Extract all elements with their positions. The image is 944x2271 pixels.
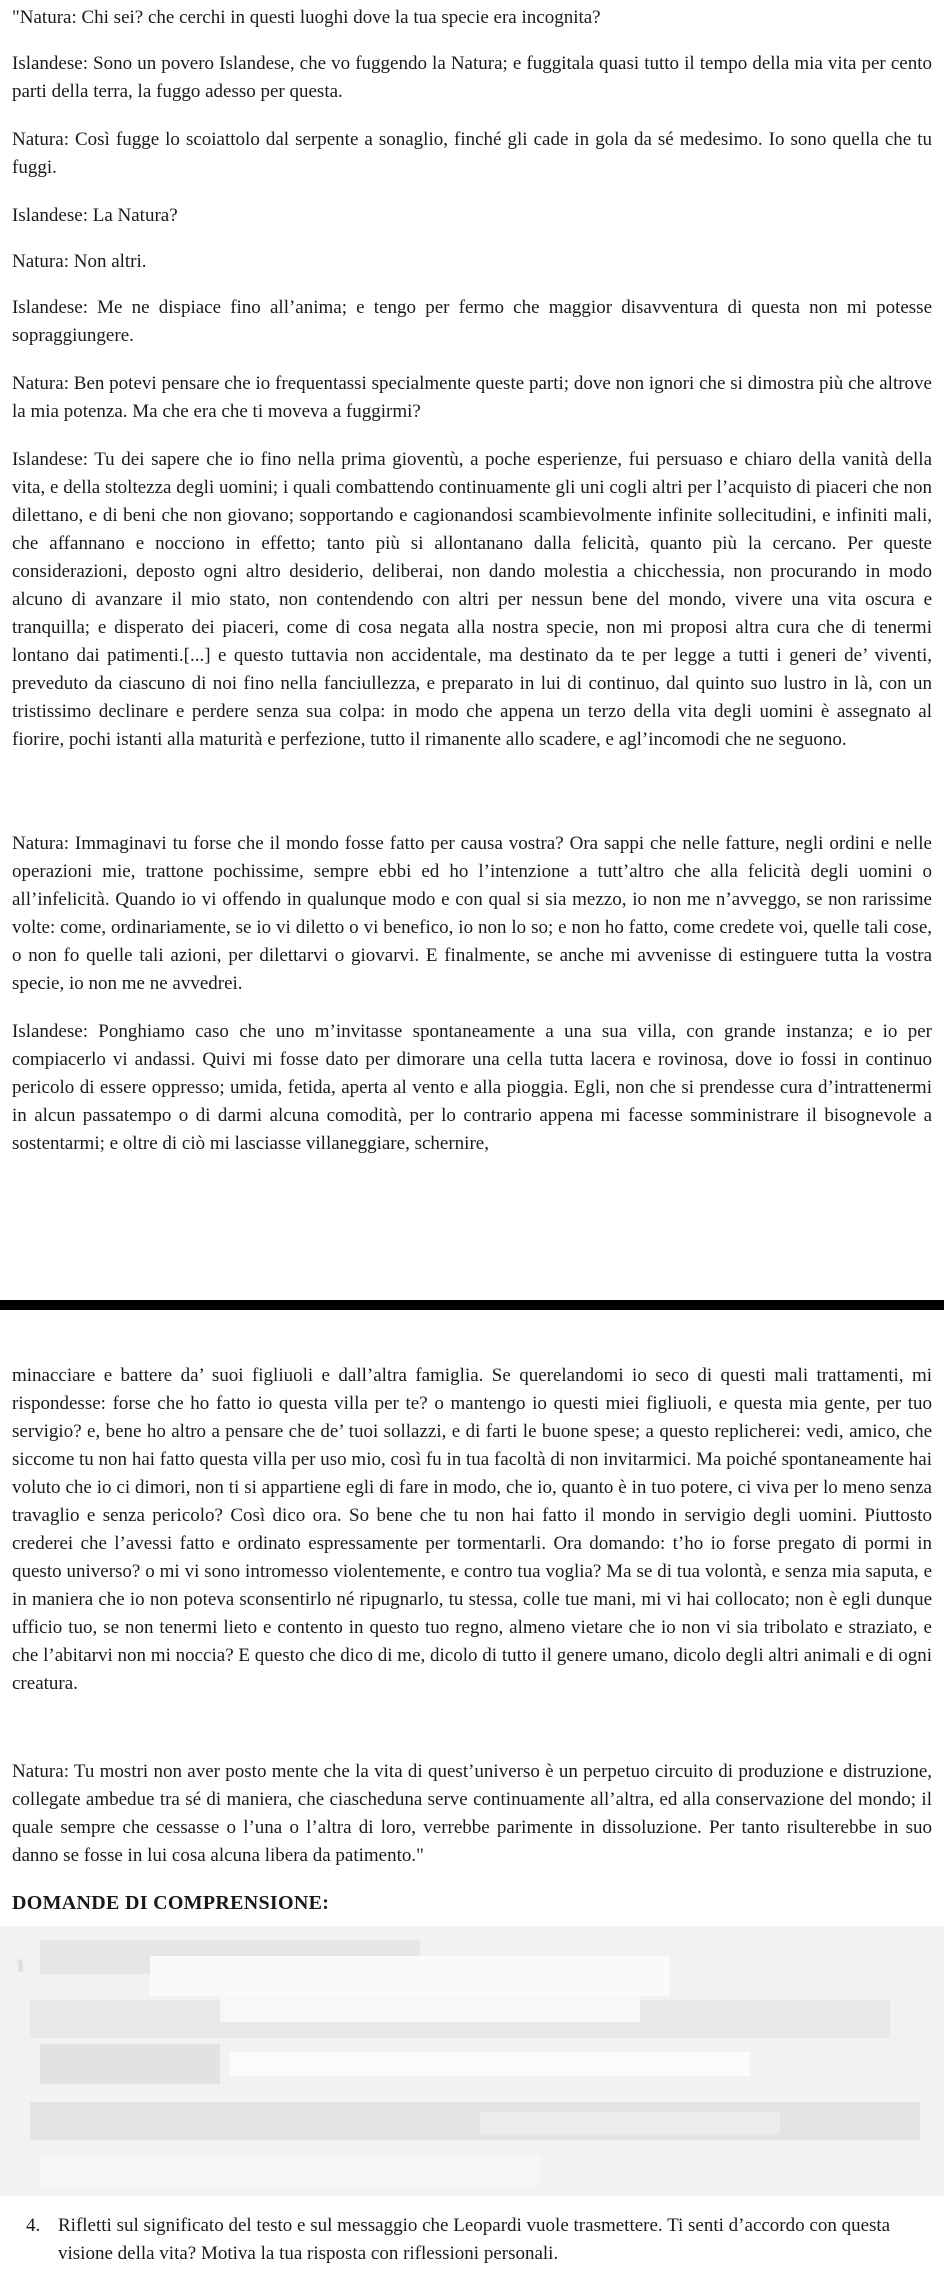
blurred-questions: [0, 1926, 944, 2196]
paragraph: Islandese: Ponghiamo caso che uno m’invitasse spontaneamente a una sua villa, con grande instanza; e io per compiacerlo vi andassi. Quivi mi fosse dato per dimorare una cella tutta lacera e rovinosa, dove io fossi in continuo pericolo di essere oppresso; umida, fetida, aperta al vento e alla pioggia. Egli, non che si prendesse cura d’intrattenermi in alcun passatempo o di darmi alcuna comodità, per lo contrario appena mi facesse somministrare il bisognevole a sostentarmi; e oltre di ciò mi lasciasse villaneggiare, schernire,: [12, 1021, 932, 1154]
paragraph: Natura: Immaginavi tu forse che il mondo fosse fatto per causa vostra? Ora sappi che nelle fatture, negli ordini e nelle operazioni mie, trattone pochissime, sempre ebbi ed ho l’intenzione a tutt’altro che alla felicità degli uomini o all’infelicità. Quando io vi offendo in qualunque modo e con qual si sia mezzo, io non me n’avveggo, se non rarissime volte: come, ordinariamente, se io vi diletto o vi benefico, io non lo so; e non ho fatto, come credete voi, quelle tali cose, o non fo quelle tali azioni, per dilettarvi o giovarvi. E finalmente, se anche mi avvenisse di estinguere tutta la vostra specie, io non me ne avvedrei.: [12, 833, 932, 994]
paragraph: Natura: Così fugge lo scoiattolo dal serpente a sonaglio, finché gli cade in gola da sé medesimo. Io sono quella che tu fuggi.: [12, 129, 932, 178]
document-page-2: [0, 1310, 944, 2271]
blur-region: [40, 2044, 220, 2084]
blur-region: [40, 2156, 540, 2186]
blur-region: [150, 1956, 670, 1996]
paragraph: Natura: Ben potevi pensare che io frequentassi specialmente queste parti; dove non ignori che si dimostra più che altrove la mia potenza. Ma che era che ti moveva a fuggirmi?: [12, 373, 932, 422]
paragraph: Natura: Non altri.: [12, 251, 147, 272]
question-4: [26, 2212, 926, 2268]
blur-region: [480, 2112, 780, 2134]
section-heading: DOMANDE DI COMPRENSIONE:: [12, 1892, 330, 1914]
paragraph: "Natura: Chi sei? che cerchi in questi luoghi dove la tua specie era incognita?: [12, 7, 601, 28]
page-divider: [0, 1300, 944, 1310]
paragraph: Islandese: La Natura?: [12, 205, 178, 226]
paragraph: Islandese: Tu dei sapere che io fino nella prima gioventù, a poche esperienze, fui persuaso e chiaro della vanità della vita, e della stoltezza degli uomini; i quali combattendo continuamente gli uni cogli altri per l’acquisto di piaceri che non dilettano, e di beni che non giovano; sopportando e cagionandosi scambievolmente infinite sollecitudini, e infiniti mali, che affannano e nocciono in effetto; tanto più si allontanano dalla felicità, quanto più la cercano. Per queste considerazioni, deposto ogni altro desiderio, deliberai, non dando molestia a chicchessia, non procurando in modo alcuno di avanzare il mio stato, non contendendo con altri per nessun bene del mondo, vivere una vita oscura e tranquilla; e disperato dei piaceri, come di cosa negata alla nostra specie, non mi proposi altra cura che di tenermi lontano dai patimenti.[...] e questo tuttavia non accidentale, ma destinato da te per legge a tutti i generi de’ viventi, preveduto da ciascuno di noi fino nella fanciullezza, e preparato in lui di continuo, dal quinto suo lustro in là, con un tristissimo declinare e perdere senza sua colpa: in modo che appena un terzo della vita degli uomini è assegnato al fiorire, pochi istanti alla maturità e perfezione, tutto il rimanente allo scadere, e agl’incomodi che ne seguono.: [12, 449, 932, 750]
question-text: Rifletti sul significato del testo e sul messaggio che Leopardi vuole trasmettere. Ti senti d’accordo con questa visione della vita? Motiva la tua risposta con riflessioni personali.: [58, 2215, 891, 2264]
blur-region: [220, 1996, 640, 2022]
blur-region: [30, 2102, 920, 2140]
blur-region: [230, 2052, 750, 2076]
paragraph: Islandese: Sono un povero Islandese, che vo fuggendo la Natura; e fuggitala quasi tutto il tempo della mia vita per cento parti della terra, la fuggo adesso per questa.: [12, 53, 932, 102]
paragraph: Natura: Tu mostri non aver posto mente che la vita di quest’universo è un perpetuo circuito di produzione e distruzione, collegate ambedue tra sé di maniera, che ciascheduna serve continuamente all’altra, ed alla conservazione del mondo; il quale sempre che cessasse o l’una o l’altra di loro, verrebbe parimente in dissoluzione. Per tanto risulterebbe in suo danno se fosse in lui cosa alcuna libera da patimento.": [12, 1761, 932, 1866]
paragraph: minacciare e battere da’ suoi figliuoli e dall’altra famiglia. Se querelandomi io seco di questi mali trattamenti, mi rispondesse: forse che ho fatto io questa villa per te? o mantengo io questi miei figliuoli, e questa mia gente, per tuo servigio? e, bene ho altro a pensare che de’ tuoi sollazzi, e di farti le buone spese; a questo replicherei: vedi, amico, che siccome tu non hai fatto questa villa per uso mio, così fu in tua facoltà di non invitarmici. Ma poiché spontaneamente hai voluto che io ci dimori, non ti si appartiene egli di fare in modo, che io, quanto è in tuo potere, ci viva per lo meno senza travaglio e senza pericolo? Così dico ora. So bene che tu non hai fatto il mondo in servigio degli uomini. Piuttosto crederei che l’avessi fatto e ordinato espressamente per tormentarli. Ora domando: t’ho io forse pregato di pormi in questo universo? o mi vi sono intromesso violentemente, e contro tua voglia? Ma se di tua volontà, e senza mia saputa, e in maniera che io non poteva sconsentirlo né ripugnarlo, tu stessa, colle tue mani, mi vi hai collocato; non è egli dunque ufficio tuo, se non tenermi lieto e contento in questo tuo regno, almeno vietare che io non vi sia tribolato e straziato, e che l’abitarvi non mi noccia? E questo che dico di me, dicolo di tutto il genere umano, dicolo degli altri animali e di ogni creatura.: [12, 1365, 932, 1694]
blurred-glyph: 1: [16, 1956, 25, 1975]
question-number: 4.: [26, 2215, 41, 2236]
paragraph: Islandese: Me ne dispiace fino all’anima; e tengo per fermo che maggior disavventura di questa non mi potesse sopraggiungere.: [12, 297, 932, 346]
